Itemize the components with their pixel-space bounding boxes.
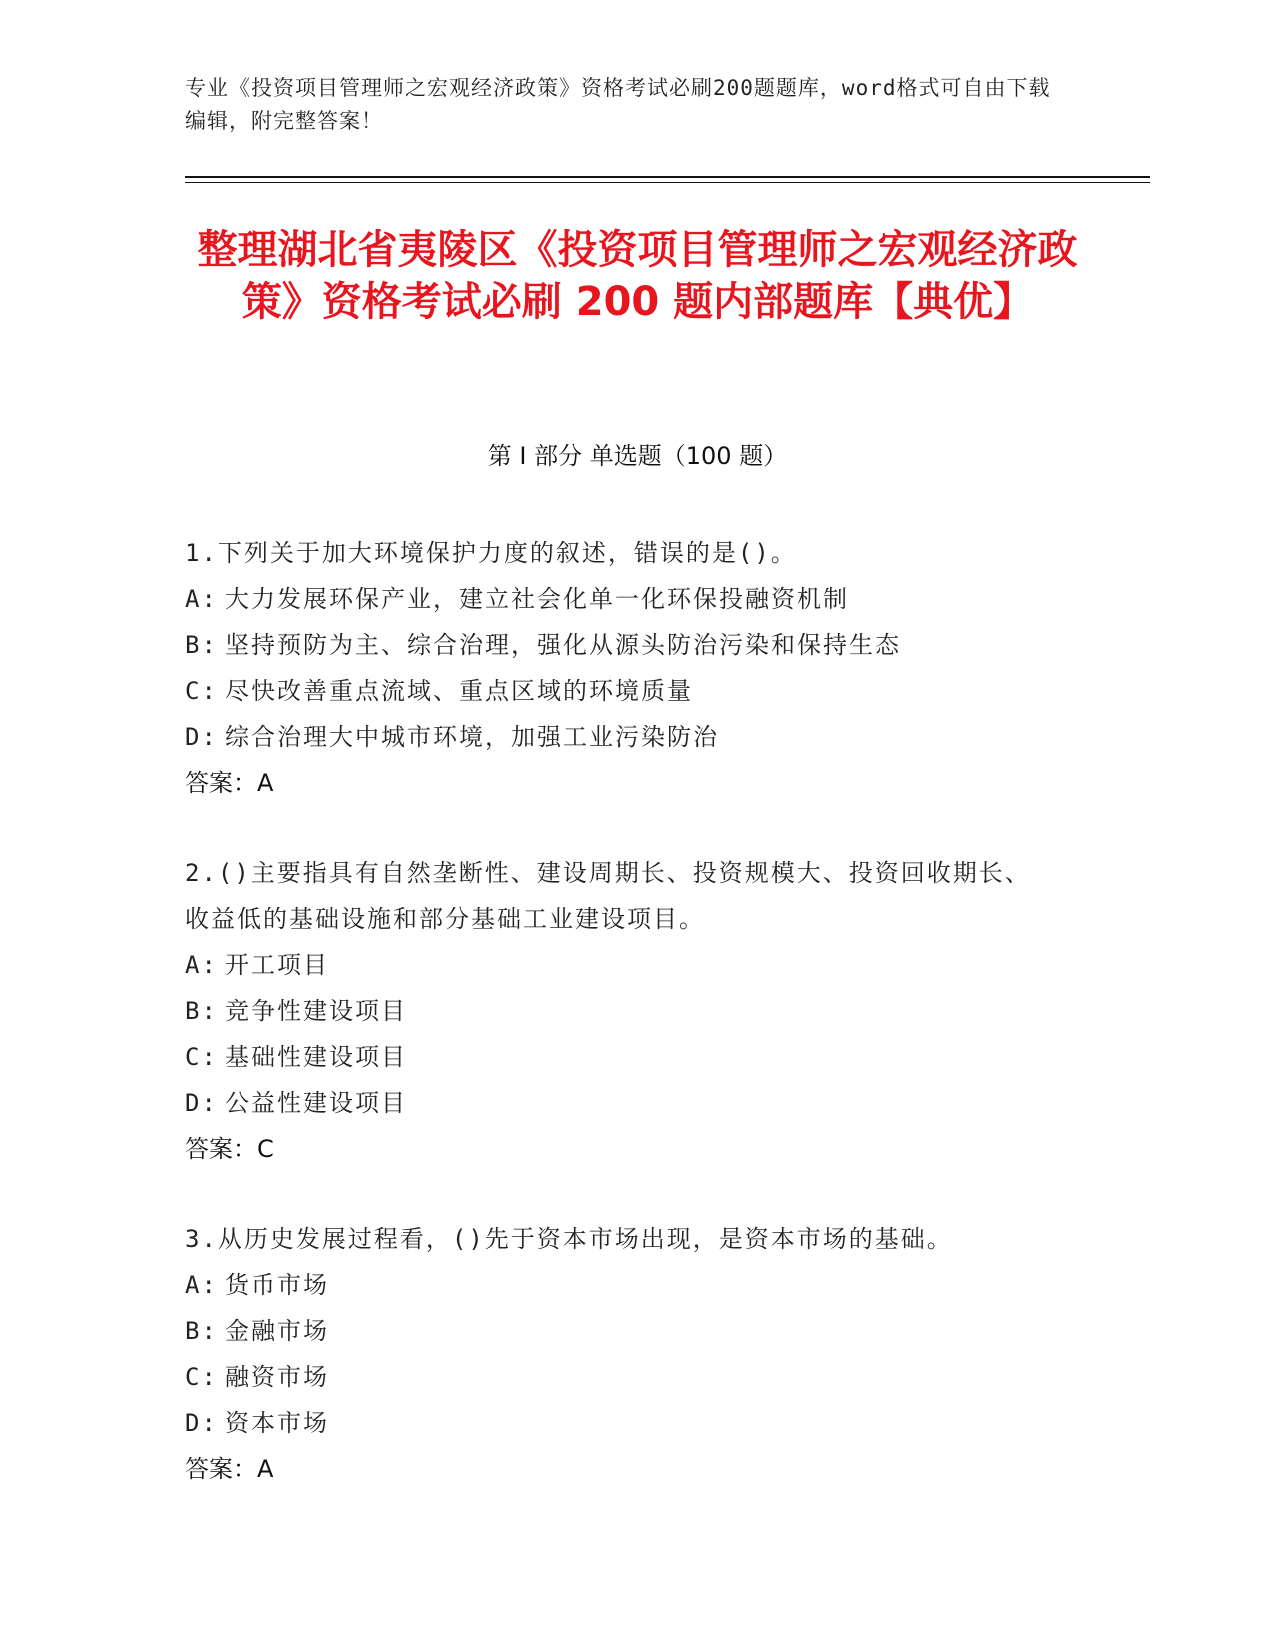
question-stem: 2.()主要指具有自然垄断性、建设周期长、投资规模大、投资回收期长、收益低的基础设施和部分基础工业建设项目。: [185, 859, 1031, 933]
option-d: [185, 714, 1055, 760]
question-stem: 1.下列关于加大环境保护力度的叙述，错误的是()。: [185, 539, 797, 567]
header-divider-thin: [185, 182, 1150, 183]
option-text: 开工项目: [225, 951, 329, 979]
option-d: [185, 1400, 1055, 1446]
option-letter: D:: [185, 723, 218, 751]
header-note: 专业《投资项目管理师之宏观经济政策》资格考试必刷200题题库，word格式可自由下载编辑，附完整答案！: [185, 76, 1051, 133]
option-text: 货币市场: [225, 1271, 329, 1299]
option-c: [185, 1034, 1055, 1080]
option-letter: C:: [185, 1043, 218, 1071]
answer: 答案：C: [185, 1135, 274, 1163]
option-text: 尽快改善重点流域、重点区域的环境质量: [225, 677, 693, 705]
answer: 答案：A: [185, 1455, 274, 1483]
option-letter: A:: [185, 585, 218, 613]
option-c: [185, 1354, 1055, 1400]
header-divider-thick: [185, 176, 1150, 178]
option-letter: A:: [185, 1271, 218, 1299]
option-text: 金融市场: [225, 1317, 329, 1345]
answer: 答案：A: [185, 769, 274, 797]
option-a: [185, 1262, 1055, 1308]
question-2: [185, 850, 1055, 1172]
option-a: [185, 576, 1055, 622]
option-d: [185, 1080, 1055, 1126]
option-text: 竞争性建设项目: [225, 997, 407, 1025]
option-b: [185, 622, 1055, 668]
section-heading: 第 I 部分 单选题（100 题）: [487, 442, 788, 470]
option-text: 基础性建设项目: [225, 1043, 407, 1071]
option-letter: C:: [185, 1363, 218, 1391]
option-text: 坚持预防为主、综合治理，强化从源头防治污染和保持生态: [225, 631, 901, 659]
question-1: [185, 530, 1055, 806]
option-a: [185, 942, 1055, 988]
option-text: 综合治理大中城市环境，加强工业污染防治: [225, 723, 719, 751]
option-letter: B:: [185, 631, 218, 659]
document-title: 整理湖北省夷陵区《投资项目管理师之宏观经济政策》资格考试必刷 200 题内部题库【典优】: [197, 227, 1078, 325]
option-text: 大力发展环保产业，建立社会化单一化环保投融资机制: [225, 585, 849, 613]
option-letter: A:: [185, 951, 218, 979]
option-text: 融资市场: [225, 1363, 329, 1391]
option-text: 公益性建设项目: [225, 1089, 407, 1117]
option-text: 资本市场: [225, 1409, 329, 1437]
option-b: [185, 988, 1055, 1034]
option-letter: B:: [185, 997, 218, 1025]
option-letter: D:: [185, 1409, 218, 1437]
option-c: [185, 668, 1055, 714]
option-letter: B:: [185, 1317, 218, 1345]
option-letter: D:: [185, 1089, 218, 1117]
option-letter: C:: [185, 677, 218, 705]
option-b: [185, 1308, 1055, 1354]
question-3: [185, 1216, 1055, 1492]
question-list: [185, 530, 1055, 1536]
question-stem: 3.从历史发展过程看，()先于资本市场出现，是资本市场的基础。: [185, 1225, 953, 1253]
